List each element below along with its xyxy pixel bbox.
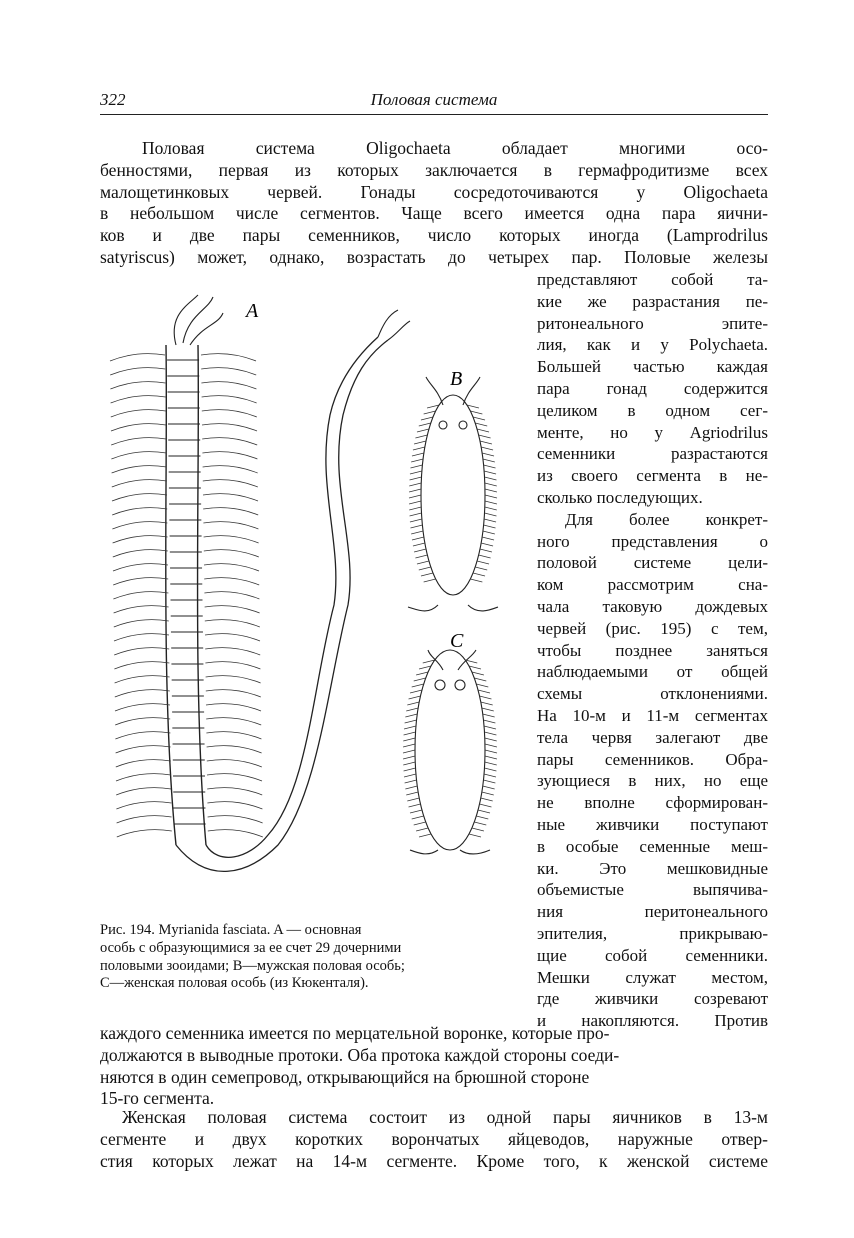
text-line: ния перитонеального xyxy=(537,902,768,922)
text-line: зующиеся в них, но еще xyxy=(537,771,768,791)
worm-a-parapodia xyxy=(110,354,263,837)
text-line: должаются в выводные протоки. Оба протока каждой стороны соеди- xyxy=(100,1044,620,1065)
female-paragraph xyxy=(100,1107,768,1172)
text-line: satyriscus) может, однако, возрастать до четырех пар. Половые железы xyxy=(100,246,768,267)
text-line: ные живчики поступают xyxy=(537,814,768,834)
text-line: целиком в одном сег- xyxy=(537,400,768,420)
text-line: Женская половая система состоит из одной пары яичников в 13-м xyxy=(122,1107,768,1127)
text-line: ков и две пары семенников, число которых иногда (Lamprodrilus xyxy=(100,225,768,246)
figure-illustration xyxy=(98,285,518,910)
caption-line: особь с образующимися за ее счет 29 дочерними xyxy=(100,939,402,956)
caption-line: половыми зооидами; B—мужская половая особь; xyxy=(100,957,405,974)
text-line: тела червя залегают две xyxy=(537,727,768,747)
worm-a xyxy=(166,295,410,871)
figure-caption xyxy=(100,922,510,993)
text-line: лия, как и у Polychaeta. xyxy=(537,335,768,355)
text-line: каждого семенника имеется по мерцательной воронке, которые про- xyxy=(100,1023,610,1043)
text-line: кие же разрастания пе- xyxy=(537,291,768,311)
side-column xyxy=(537,269,768,1032)
text-line: половой системе цели- xyxy=(537,553,768,573)
text-line: ного представления о xyxy=(537,531,768,551)
text-line: сколько последующих. xyxy=(537,487,703,507)
text-line: На 10-м и 11-м сегментах xyxy=(537,705,768,725)
text-line: схемы отклонениями. xyxy=(537,684,768,704)
text-line: в небольшом числе сегментов. Чаще всего имеется одна пара яични- xyxy=(100,203,768,224)
text-line: наблюдаемыми от общей xyxy=(537,662,768,682)
figure-label-a: A xyxy=(246,300,259,322)
text-line: няются в один семепровод, открывающийся на брюшной стороне xyxy=(100,1066,590,1087)
text-line: чала таковую дождевых xyxy=(537,596,768,616)
text-line: 15-го сегмента. xyxy=(100,1088,215,1109)
text-line: ком рассмотрим сна- xyxy=(537,575,768,595)
intro-paragraph xyxy=(100,138,768,269)
text-line: червей (рис. 195) с тем, xyxy=(537,618,768,638)
text-line: эпителия, прикрываю- xyxy=(537,923,768,943)
running-title: Половая система xyxy=(370,90,498,109)
figure-label-b: B xyxy=(450,368,463,390)
text-line: сегменте и двух коротких ворончатых яйцеводов, наружные отвер- xyxy=(100,1128,768,1149)
text-line: объемистые выпячива- xyxy=(537,880,768,900)
text-line: не вполне сформирован- xyxy=(537,793,768,813)
caption-line: Рис. 194. Myrianida fasciata. A — основная xyxy=(100,922,362,938)
worm-c xyxy=(410,650,490,854)
figure-label-c: C xyxy=(450,630,464,652)
text-line: малощетинковых червей. Гонады сосредоточиваются у Oligochaeta xyxy=(100,181,768,202)
text-line: из своего сегмента в не- xyxy=(537,466,768,486)
running-header xyxy=(100,88,768,115)
figure-194 xyxy=(98,285,518,910)
text-line: ки. Это мешковидные xyxy=(537,858,768,878)
text-line: ритонеального эпите- xyxy=(537,313,768,333)
text-line: Большей частью каждая xyxy=(537,357,768,377)
text-line: представляют собой та- xyxy=(537,270,768,289)
text-line: пары семенников. Обра- xyxy=(537,749,768,769)
text-line: щие собой семенники. xyxy=(537,945,768,965)
text-line: семенники разрастаются xyxy=(537,444,768,464)
text-line: Для более конкрет- xyxy=(565,509,768,529)
text-line: стия которых лежат на 14-м сегменте. Кроме того, к женской системе xyxy=(100,1150,768,1171)
caption-line: C—женская половая особь (из Кюкенталя). xyxy=(100,975,369,992)
text-line: Половая система Oligochaeta обладает многими осо- xyxy=(142,138,768,158)
text-line: пара гонад содержится xyxy=(537,378,768,398)
page-number: 322 xyxy=(100,90,126,109)
text-line: в особые семенные меш- xyxy=(537,836,768,856)
worm-bc-bristles xyxy=(403,405,497,837)
text-line: менте, но у Agriodrilus xyxy=(537,422,768,442)
text-line: и накопляются. Против xyxy=(537,1011,768,1031)
text-line: чтобы позднее заняться xyxy=(537,640,768,660)
text-line: Мешки служат местом, xyxy=(537,967,768,987)
text-line: бенностями, первая из которых заключается в гермафродитизме всех xyxy=(100,159,768,180)
after-figure-paragraph xyxy=(100,1023,768,1110)
text-line: где живчики созревают xyxy=(537,989,768,1009)
